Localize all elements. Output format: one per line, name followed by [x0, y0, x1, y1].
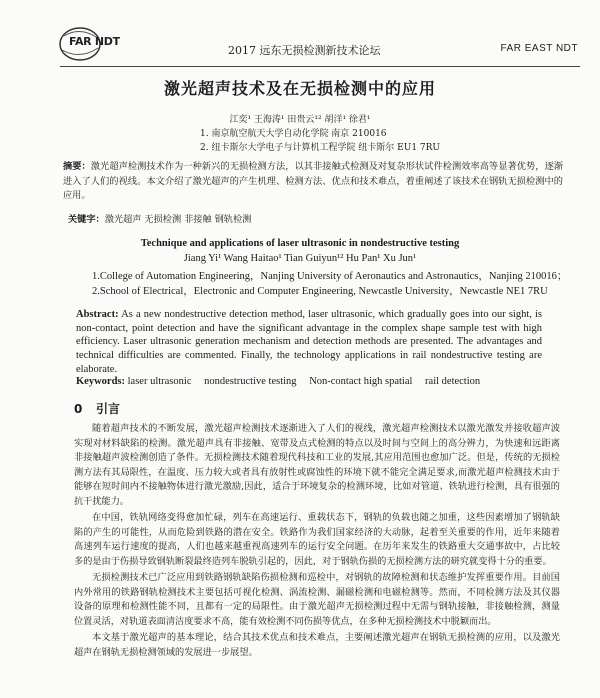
keywords-cn-label: 关键字： [68, 214, 105, 225]
authors-en: Jiang Yi¹ Wang Haitao¹ Tian Guiyun¹² Hu Pan¹ Xu Jun¹ [183, 253, 417, 264]
header-divider [60, 66, 580, 67]
header-right-label: FAR EAST NDT [500, 43, 578, 54]
title-en: Technique and applications of laser ultrasonic in nondestructive testing [140, 238, 460, 249]
affiliation-en-2: 2.School of Electrical，Electronic and Computer Engineering, Newcastle University，Newcastle NE1 7RU [92, 286, 548, 297]
abstract-cn [63, 160, 563, 204]
keywords-cn [68, 211, 251, 225]
abstract-cn-label: 摘要： [63, 161, 91, 172]
abstract-en-label: Abstract: [76, 309, 119, 320]
keyword-en: Non-contact high spatial [309, 376, 413, 387]
keyword-en: laser ultrasonic [127, 376, 192, 387]
logo-text: FAR NDT [69, 35, 120, 48]
keyword-en: rail detection [425, 376, 481, 387]
paragraph: 在中国，铁轨网络变得愈加忙碌，列车在高速运行、重载状态下，钢轨的负载也随之加重，这些因素增加了钢轨缺陷的产生的可能性，从而危险到铁路的潜在安全。铁路作为我们国家经济的大动脉，起着至关重要的作用，近年来随着高速列车运行速度的提高，人们也越来越重视高速列车的运行安全问题。在历年来发生的铁路重大交通事故中，占比较多的是由于伤损导致钢轨断裂最终造列车脱轨引起的，因此，对于钢轨伤损的无损检测方法的研究就变得十分的重要。 [74, 512, 560, 567]
section-number: 0 [74, 402, 83, 416]
abstract-en [76, 308, 542, 377]
keywords-en [76, 376, 480, 387]
page-header [58, 26, 578, 62]
keywords-cn-text: 激光超声 无损检测 非接触 钢轨检测 [104, 214, 252, 225]
keyword-en: nondestructive testing [204, 376, 297, 387]
affiliation-cn-1: 1. 南京航空航天大学自动化学院 南京 210016 [200, 129, 387, 139]
keywords-en-label: Keywords: [76, 376, 125, 387]
section-heading [74, 400, 120, 417]
paragraph: 随着超声技术的不断发展，激光超声检测技术逐渐进入了人们的视线，激光超声检测技术以激光激发并接收超声波实现对材料缺陷的检测。激光超声具有非接触、宽带及点式检测的特点以及时间与空间上的高分辨力，为快速和远距离非接触超声波检测创造了条件。无损检测技术随着现代科技和工业的发展,其应用范围也愈加广泛。但是，传统的无损检测方法有其局限性，在温度、压力较大或者具有放射性或腐蚀性的环境下就不能完全满足要求,而激光超声检测技术由于能够在短时间内不接触物体进行激光激励,因此，适合于环境复杂的检测环境，比如对管道、铁轨进行检测，具有很强的抗干扰能力。 [74, 423, 560, 507]
abstract-cn-text: 激光超声检测技术作为一种新兴的无损检测方法，以其非接触式检测及对复杂形状试件检测效率高等显著优势，逐渐进入了人们的视线。本文介绍了激光超声的产生机理、检测方法、优点和技术难点，着重阐述了该技术在钢轨无损检测中的应用。 [63, 161, 564, 201]
paragraph: 本文基于激光超声的基本理论，结合其技术优点和技术难点，主要阐述激光超声在钢轨无损检测的应用，以及激光超声在钢轨无损检测领域的发展进一步展望。 [74, 632, 560, 658]
affiliation-en-1: 1.College of Automation Engineering，Nanjing University of Aeronautics and Astronautics，Nanjing 210016； [92, 271, 568, 282]
abstract-en-text: As a new nondestructive detection method, laser ultrasonic, which gradually goes into our sight, is non-contact, point detection and have the significant advantage in the complex shape sample test with high efficiency. Laser ultrasonic generation mechanism and detection methods are presented. The advantages and technical difficulties are commented. Finally, the technology applications in rail nondestructive testing are elaborate. [76, 309, 543, 375]
title-cn: 激光超声技术及在无损检测中的应用 [163, 79, 436, 98]
affiliation-cn-2: 2. 纽卡斯尔大学电子与计算机工程学院 纽卡斯尔 EU1 7RU [200, 143, 440, 153]
section-title: 引言 [96, 402, 121, 416]
paragraph: 无损检测技术已广泛应用到铁路钢轨缺陷伤损检测和巡检中，对钢轨的故障检测和状态维护发挥重要作用。目前国内外常用的铁路钢轨检测技术主要包括可视化检测、涡流检测、漏磁检测和电磁检测等。然而，不同检测方法及其仪器设备的原理和检测性能不同，且都有一定的局限性。由于激光超声无损检测过程中无需与钢轨接触，非接触检测，测量位置灵活，对轨道表面清洁度要求不高，能有效检测不同伤损等优点，在多种无损检测技术中脱颖而出。 [74, 572, 560, 627]
conference-name: 2017 远东无损检测新技术论坛 [228, 44, 381, 57]
body-text [74, 422, 560, 662]
authors-cn: 江奕¹ 王海涛¹ 田贵云¹² 胡洋¹ 徐君¹ [229, 115, 371, 125]
